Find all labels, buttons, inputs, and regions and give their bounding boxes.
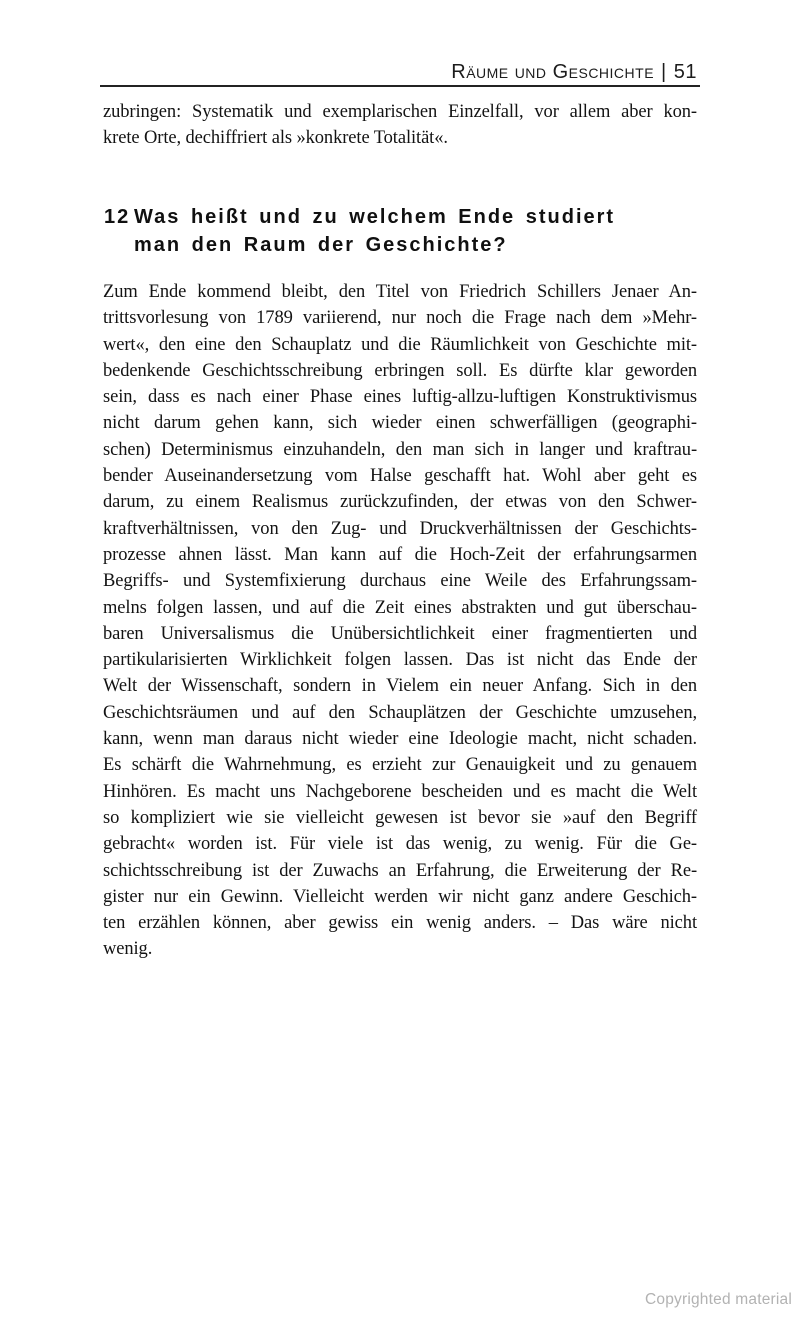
text-line: schichtsschreibung ist der Zuwachs an Erfahrung, die Erweiterung der Re- (103, 860, 697, 881)
text-line: bender Auseinandersetzung vom Halse geschafft hat. Wohl aber geht es (103, 466, 697, 487)
text-line: melns folgen lassen, und auf die Zeit eines abstrakten und gut überschau- (103, 597, 697, 618)
text-line: so kompliziert wie sie vielleicht gewesen ist bevor sie »auf den Begriff (103, 807, 697, 828)
intro-paragraph (103, 99, 697, 152)
text-line: gister nur ein Gewinn. Vielleicht werden wir nicht ganz andere Geschich- (103, 886, 697, 907)
running-head (103, 61, 697, 84)
text-line: bedenkende Geschichtsschreibung erbringen soll. Es dürfte klar geworden (103, 360, 697, 381)
text-line: schen) Determinismus einzuhandeln, den man sich in langer und kraftrau- (103, 439, 697, 460)
text-line: Begriffs- und Systemfixierung durchaus eine Weile des Erfahrungssam- (103, 571, 697, 592)
running-head-title: Räume und Geschichte (451, 61, 655, 83)
text-line: Zum Ende kommend bleibt, den Titel von Friedrich Schillers Jenaer An- (103, 282, 697, 302)
copyright-watermark: Copyrighted material (644, 1291, 792, 1308)
page-number: 51 (673, 61, 697, 83)
text-line: partikularisierten Wirklichkeit folgen lassen. Das ist nicht das Ende der (103, 650, 697, 671)
section-heading (104, 203, 724, 259)
text-line: kann, wenn man daraus nicht wieder eine Ideologie macht, nicht schaden. (103, 729, 697, 750)
text-line: kraftverhältnissen, von den Zug- und Druckverhältnissen der Geschichts- (103, 518, 697, 539)
text-line: darum, zu einem Realismus zurückzufinden, der etwas von den Schwer- (103, 492, 697, 513)
text-line: Hinhören. Es macht uns Nachgeborene bescheiden und es macht die Welt (103, 781, 697, 802)
text-line: Welt der Wissenschaft, sondern in Vielem ein neuer Anfang. Sich in den (103, 676, 697, 697)
header-rule (100, 85, 700, 87)
text-line: wert«, den eine den Schauplatz und die Räumlichkeit von Geschichte mit- (103, 334, 697, 355)
text-line: trittsvorlesung von 1789 variierend, nur noch die Frage nach dem »Mehr- (103, 308, 697, 329)
text-line: krete Orte, dechiffriert als »konkrete Totalität«. (103, 128, 448, 149)
heading-line-2: man den Raum der Geschichte? (134, 234, 508, 256)
text-line: ten erzählen können, aber gewiss ein wenig anders. – Das wäre nicht (103, 913, 697, 934)
heading-number: 12 (104, 206, 131, 228)
text-line: nicht darum gehen kann, sich wieder einen schwerfälligen (geographi- (103, 413, 697, 434)
text-line: prozesse ahnen lässt. Man kann auf die Hoch-Zeit der erfahrungsarmen (103, 544, 697, 565)
heading-line-1: Was heißt und zu welchem Ende studiert (134, 206, 616, 228)
text-line: gebracht« worden ist. Für viele ist das wenig, zu wenig. Für die Ge- (103, 834, 697, 855)
text-line: wenig. (103, 939, 153, 960)
text-line: Geschichtsräumen und auf den Schauplätzen der Geschichte umzusehen, (103, 702, 697, 723)
text-line: Es schärft die Wahrnehmung, es erzieht zur Genauigkeit und zu genauem (103, 755, 697, 776)
text-line: baren Universalismus die Unübersichtlichkeit einer fragmentierten und (103, 623, 697, 644)
heading-text (134, 203, 724, 259)
body-paragraph (103, 279, 697, 963)
running-head-separator: | (661, 61, 667, 83)
text-line: zubringen: Systematik und exemplarischen Einzelfall, vor allem aber kon- (103, 102, 697, 122)
text-line: sein, dass es nach einer Phase eines luftig-allzu-luftigen Konstruktivismus (103, 387, 697, 408)
